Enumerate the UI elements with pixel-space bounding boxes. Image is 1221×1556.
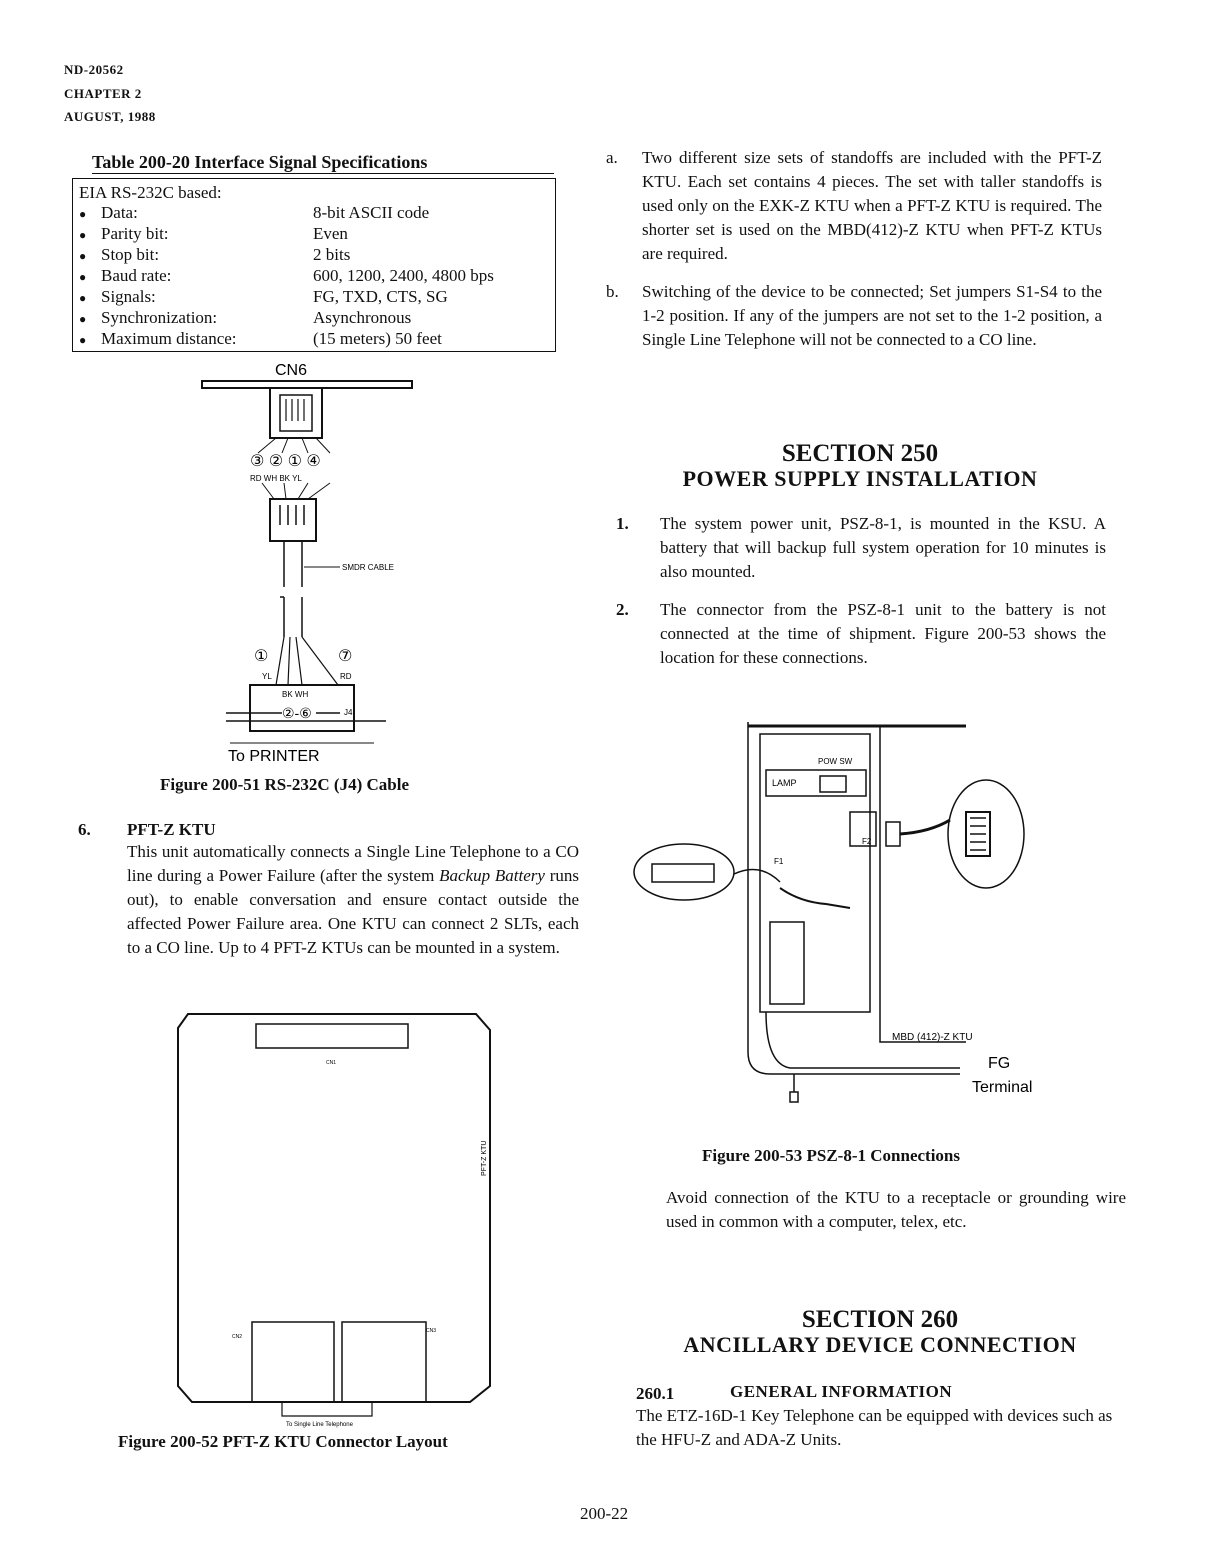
spec-row: ● Maximum distance: (15 meters) 50 feet xyxy=(79,329,442,348)
section-260-1-text: The ETZ-16D-1 Key Telephone can be equipped with devices such as the HFU-Z and ADA-Z Units. xyxy=(636,1406,1113,1449)
list-item xyxy=(616,512,1106,584)
chapter-label: CHAPTER 2 xyxy=(64,86,142,101)
section-250-subtitle: POWER SUPPLY INSTALLATION xyxy=(682,466,1038,491)
spec-value: 2 bits xyxy=(313,245,351,264)
item6-text-before: This unit automatically connects a Single Line Telephone to a CO line during a Power Failure (after the system xyxy=(127,842,579,885)
color-rd: RD xyxy=(340,672,352,681)
pins-bottom: ②-⑥ xyxy=(282,705,312,721)
item6-text-after: runs out), to enable conversation and ensure contact outside the affected Power Failure area. One KTU can connect 2 SLTs, each to a CO line. Up to 4 PFT-Z KTUs can be mounted in a system. xyxy=(127,866,580,957)
spec-row: ● Data: 8-bit ASCII code xyxy=(79,203,430,222)
section-260-1-number: 260.1 xyxy=(636,1384,675,1403)
cn6-label: CN6 xyxy=(275,362,308,379)
spec-value: Asynchronous xyxy=(313,308,412,327)
section-260-title: SECTION 260 xyxy=(801,1306,959,1333)
list-text: Switching of the device to be connected; Set jumpers S1-S4 to the 1-2 position. If any of the jumpers are not set to the 1-2 position, a Single Line Telephone will not be connected to a CO line. xyxy=(642,282,1102,349)
color-yl: YL xyxy=(262,672,272,681)
spec-table xyxy=(72,178,556,352)
spec-value: FG, TXD, CTS, SG xyxy=(313,287,448,306)
list-text: Two different size sets of standoffs are included with the PFT-Z KTU. Each set contains 4 pieces. The set with taller standoffs is used only on the EXK-Z KTU when a PFT-Z KTU is required. The shorter set is used on the MBD(412)-Z KTU when PFT-Z KTUs are required. xyxy=(642,148,1102,263)
list-item xyxy=(606,280,1102,352)
spec-label: Parity bit: xyxy=(101,224,169,243)
pft-z-ktu-layout-diagram xyxy=(170,1000,500,1440)
spec-row: ● Parity bit: Even xyxy=(79,224,348,243)
spec-value: 8-bit ASCII code xyxy=(313,203,430,222)
list-marker: b. xyxy=(606,282,619,301)
j4-label: J4 xyxy=(344,708,353,717)
spec-row: ● Baud rate: 600, 1200, 2400, 4800 bps xyxy=(79,266,494,285)
section-260-1-title: GENERAL INFORMATION xyxy=(730,1382,953,1401)
table-title: Table 200-20 Interface Signal Specifications xyxy=(92,152,554,174)
figure-200-52-caption: Figure 200-52 PFT-Z KTU Connector Layout xyxy=(118,1432,448,1451)
spec-label: Stop bit: xyxy=(101,245,160,264)
figure-200-51-caption: Figure 200-51 RS-232C (J4) Cable xyxy=(160,775,409,794)
page-number: 200-22 xyxy=(580,1504,629,1523)
terminal-label: Terminal xyxy=(972,1079,1033,1096)
spec-intro: EIA RS-232C based: xyxy=(79,183,222,202)
list-marker: a. xyxy=(606,148,618,167)
right-list xyxy=(606,146,1102,352)
avoid-note: Avoid connection of the KTU to a receptacle or grounding wire used in common with a computer, telex, etc. xyxy=(666,1188,1126,1231)
rs232c-cable-diagram xyxy=(190,355,430,765)
date-label: AUGUST, 1988 xyxy=(64,109,156,124)
pin-right: ⑦ xyxy=(338,648,353,665)
spec-value: 600, 1200, 2400, 4800 bps xyxy=(313,266,494,285)
pow-sw-label: POW SW xyxy=(818,757,853,766)
list-text: The connector from the PSZ-8-1 unit to the battery is not connected at the time of shipment. Figure 200-53 shows the location for these connections. xyxy=(660,600,1106,667)
spec-label: Data: xyxy=(101,203,138,222)
item6-text xyxy=(127,840,579,960)
fg-label: FG xyxy=(988,1055,1011,1072)
wire-colors: RD WH BK YL xyxy=(250,474,302,483)
f2-label: F2 xyxy=(862,837,872,846)
list-marker: 2. xyxy=(616,600,629,619)
cn3-label: CN3 xyxy=(426,1328,437,1334)
cn2-label: CN2 xyxy=(232,1334,243,1340)
cn1-label: CN1 xyxy=(326,1060,337,1066)
pin-numbers: ③ ② ① ④ xyxy=(250,453,321,470)
item6-number: 6. xyxy=(78,820,91,839)
section-260-subtitle: ANCILLARY DEVICE CONNECTION xyxy=(683,1332,1077,1357)
spec-row: ● Stop bit: 2 bits xyxy=(79,245,351,264)
pin-left: ① xyxy=(254,648,269,665)
mbd-label: MBD (412)-Z KTU xyxy=(892,1032,973,1043)
section-250-items xyxy=(616,512,1106,670)
spec-rows xyxy=(79,203,547,350)
psz-8-1-connections-diagram xyxy=(630,712,1080,1122)
side-label: PFT-Z KTU xyxy=(481,1140,488,1176)
list-text: The system power unit, PSZ-8-1, is mounted in the KSU. A battery that will backup full system operation for 10 minutes is also mounted. xyxy=(660,514,1106,581)
spec-row: ● Synchronization: Asynchronous xyxy=(79,308,412,327)
spec-label: Baud rate: xyxy=(101,266,172,285)
list-marker: 1. xyxy=(616,514,629,533)
to-printer-label: To PRINTER xyxy=(228,748,320,765)
bottom-label: To Single Line Telephone xyxy=(286,1422,353,1428)
spec-label: Synchronization: xyxy=(101,308,218,327)
spec-label: Maximum distance: xyxy=(101,329,237,348)
spec-label: Signals: xyxy=(101,287,156,306)
smdr-cable-label: SMDR CABLE xyxy=(342,563,395,572)
item6-text-italic: Backup Battery xyxy=(439,866,545,885)
section-250-title: SECTION 250 xyxy=(781,440,939,467)
spec-row: ● Signals: FG, TXD, CTS, SG xyxy=(79,287,448,306)
spec-value: Even xyxy=(313,224,348,243)
doc-number: ND-20562 xyxy=(64,62,124,77)
spec-value: (15 meters) 50 feet xyxy=(313,329,442,348)
list-item xyxy=(616,598,1106,670)
figure-200-53-caption: Figure 200-53 PSZ-8-1 Connections xyxy=(702,1146,960,1165)
list-item xyxy=(606,146,1102,266)
lamp-label: LAMP xyxy=(772,778,797,788)
item6-title: PFT-Z KTU xyxy=(127,820,216,839)
f1-label: F1 xyxy=(774,857,784,866)
color-bk-wh: BK WH xyxy=(282,690,309,699)
